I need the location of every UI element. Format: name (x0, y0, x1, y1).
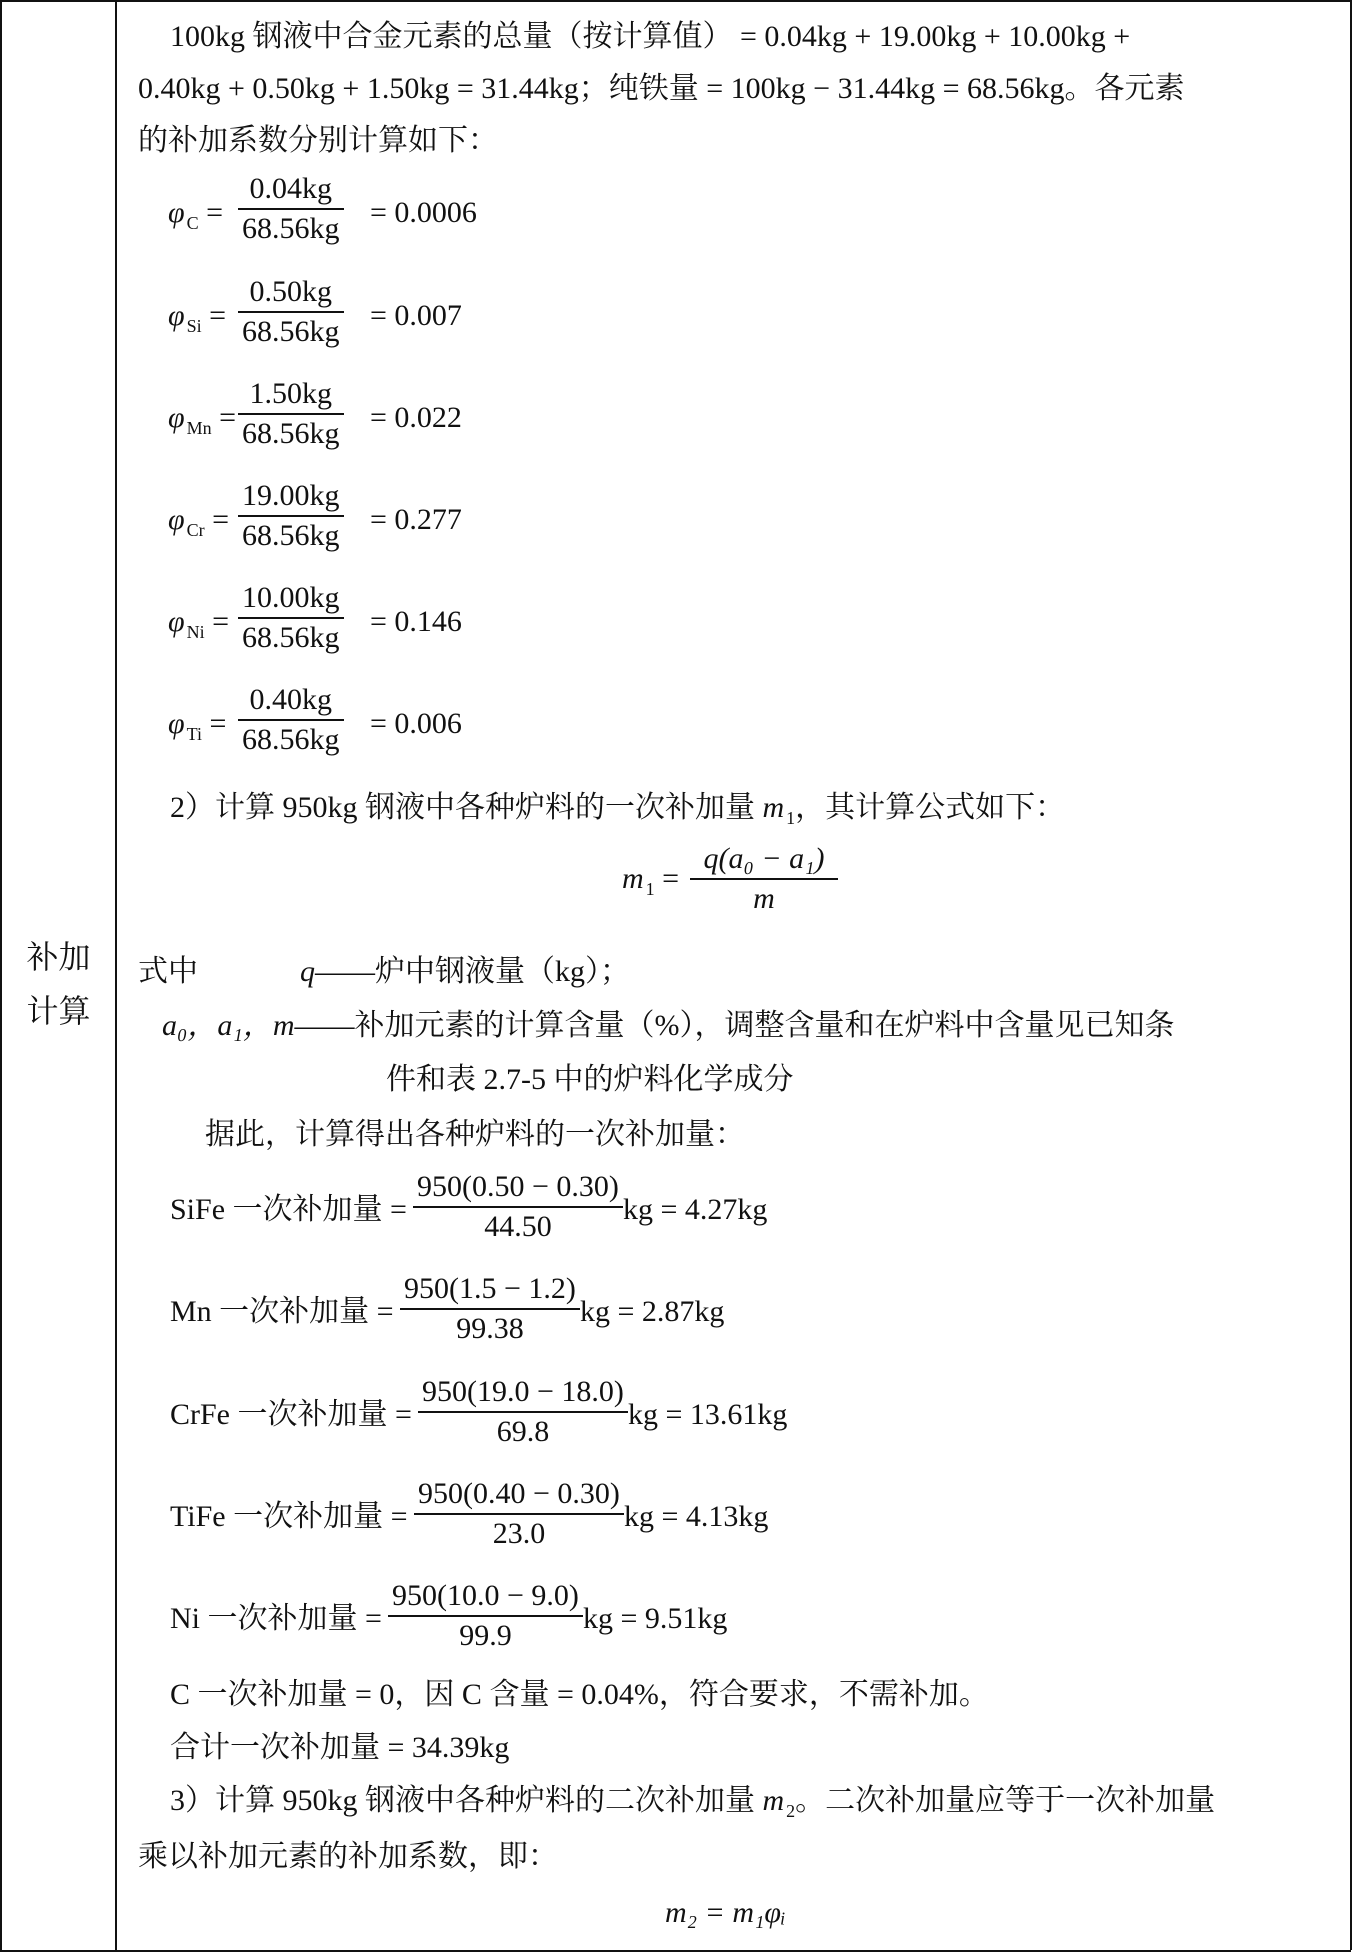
element-subscript: C (186, 213, 199, 233)
coefficient-fraction (238, 681, 344, 759)
formula-lhs-var: m (622, 862, 644, 895)
where-q-desc: ——炉中钢液量（kg）； (315, 955, 630, 988)
section-label-line-2: 计算 (26, 993, 91, 1029)
formula-m1-numerator: q(a₀ − a₁) (703, 842, 825, 875)
element-subscript: Ni (186, 622, 205, 642)
coefficient-denominator: 68.56kg (238, 208, 344, 248)
addition-numerator: 950(0.50 − 0.30) (417, 1170, 619, 1203)
addition-result: kg = 4.27kg (623, 1193, 768, 1226)
step2-text-b: ，其计算公式如下： (795, 791, 1066, 824)
step3-text-a: 3）计算 950kg 钢液中各种炉料的二次补加量 (170, 1784, 763, 1817)
coefficient-lhs: φ $_{Si}$ = (168, 299, 227, 336)
step2-text (170, 789, 1065, 830)
coefficient-numerator: 19.00kg (242, 479, 340, 512)
formula-m1-fraction (690, 840, 838, 918)
coefficient-result: = 0.007 (370, 299, 462, 332)
addition-fraction (414, 1475, 624, 1553)
coefficient-denominator: 68.56kg (238, 515, 344, 555)
step3-var-sub: 2 (786, 1801, 796, 1821)
addition-numerator: 950(1.5 − 1.2) (404, 1272, 576, 1305)
step2-var-sub: 1 (786, 808, 796, 828)
step2-text-a: 2）计算 950kg 钢液中各种炉料的一次补加量 (170, 791, 763, 824)
coefficient-fraction (238, 477, 344, 555)
where-label: 式中 (138, 955, 198, 988)
addition-numerator: 950(19.0 − 18.0) (422, 1375, 624, 1408)
accordingly-text: 据此，计算得出各种炉料的一次补加量： (205, 1118, 745, 1151)
addition-result: kg = 2.87kg (580, 1295, 725, 1328)
coefficient-lhs: φ $_{Cr}$ = (168, 503, 230, 540)
coefficient-numerator: 0.04kg (249, 172, 332, 205)
coefficient-fraction (238, 273, 344, 351)
addition-label: SiFe 一次补加量 = (170, 1193, 407, 1226)
coefficient-numerator: 1.50kg (249, 377, 332, 410)
coefficient-lhs: φ $_{Ti}$ = (168, 707, 227, 744)
intro-line-3: 的补加系数分别计算如下： (138, 124, 498, 157)
formula-m1-denominator: m (690, 878, 838, 918)
addition-denominator: 99.38 (400, 1308, 580, 1348)
total-line: 合计一次补加量 = 34.39kg (170, 1731, 510, 1764)
addition-fraction (418, 1373, 628, 1451)
coefficient-result: = 0.277 (370, 503, 462, 536)
section-label (0, 930, 117, 1038)
coefficient-lhs: φ $_{Ni}$ = (168, 605, 230, 642)
where-q-var: q (300, 955, 315, 988)
coefficient-denominator: 68.56kg (238, 413, 344, 453)
where-a-desc-2: 件和表 2.7-5 中的炉料化学成分 (386, 1063, 794, 1096)
coefficient-fraction (238, 579, 344, 657)
formula-m1-lhs: m $_1$ = (622, 862, 680, 899)
coefficient-result: = 0.022 (370, 401, 462, 434)
coefficient-result: = 0.0006 (370, 196, 477, 229)
addition-denominator: 23.0 (414, 1513, 624, 1553)
addition-fraction (413, 1168, 623, 1246)
section-label-line-1: 补加 (26, 939, 91, 975)
coefficient-denominator: 68.56kg (238, 617, 344, 657)
c-note: C 一次补加量 = 0，因 C 含量 = 0.04%，符合要求，不需补加。 (170, 1678, 989, 1711)
element-subscript: Cr (186, 520, 205, 540)
step3-text-b: 。二次补加量应等于一次补加量 (795, 1784, 1216, 1817)
coefficient-lhs: φ $_C$ = (168, 196, 224, 233)
step3-line-2: 乘以补加元素的补加系数，即： (138, 1840, 558, 1873)
phi-symbol: φ (168, 503, 185, 536)
addition-denominator: 69.8 (418, 1411, 628, 1451)
intro-line-1: 100kg 钢液中合金元素的总量（按计算值） = 0.04kg + 19.00kg + 10.00kg + (170, 20, 1131, 53)
formula-lhs-sub: 1 (645, 879, 655, 899)
phi-symbol: φ (168, 299, 185, 332)
addition-result: kg = 13.61kg (628, 1398, 788, 1431)
where-a (162, 1007, 1175, 1045)
coefficient-result: = 0.006 (370, 707, 462, 740)
phi-symbol: φ (168, 605, 185, 638)
where-a-vars: a₀，a₁，m (162, 1009, 295, 1042)
addition-numerator: 950(0.40 − 0.30) (418, 1477, 620, 1510)
step2-var: m (762, 791, 785, 824)
element-subscript: Ti (186, 724, 202, 744)
coefficient-lhs: φ $_{Mn}$ = (168, 401, 237, 438)
coefficient-fraction (238, 170, 344, 248)
coefficient-result: = 0.146 (370, 605, 462, 638)
element-subscript: Mn (186, 418, 212, 438)
coefficient-fraction (238, 375, 344, 453)
element-subscript: Si (186, 316, 202, 336)
intro-line-2: 0.40kg + 0.50kg + 1.50kg = 31.44kg；纯铁量 = 100kg − 31.44kg = 68.56kg。各元素 (138, 72, 1185, 105)
addition-label: Ni 一次补加量 = (170, 1602, 382, 1635)
addition-result: kg = 9.51kg (583, 1602, 728, 1635)
addition-denominator: 44.50 (413, 1206, 623, 1246)
phi-symbol: φ (168, 196, 185, 229)
phi-symbol: φ (168, 401, 185, 434)
addition-label: TiFe 一次补加量 = (170, 1500, 408, 1533)
phi-symbol: φ (168, 707, 185, 740)
coefficient-denominator: 68.56kg (238, 719, 344, 759)
formula-m2: m₂ = m₁φᵢ (665, 1896, 786, 1929)
addition-numerator: 950(10.0 − 9.0) (392, 1579, 579, 1612)
step3-var: m (762, 1784, 785, 1817)
table-right-border (1350, 0, 1352, 1950)
where-q (300, 953, 630, 991)
coefficient-numerator: 10.00kg (242, 581, 340, 614)
coefficient-denominator: 68.56kg (238, 311, 344, 351)
addition-fraction (388, 1577, 583, 1655)
coefficient-numerator: 0.40kg (249, 683, 332, 716)
addition-result: kg = 4.13kg (624, 1500, 769, 1533)
step3-line-1 (170, 1782, 1215, 1823)
addition-fraction (400, 1270, 580, 1348)
addition-denominator: 99.9 (388, 1615, 583, 1655)
addition-label: Mn 一次补加量 = (170, 1295, 394, 1328)
coefficient-numerator: 0.50kg (249, 275, 332, 308)
addition-label: CrFe 一次补加量 = (170, 1398, 412, 1431)
where-a-desc: ——补加元素的计算含量（%），调整含量和在炉料中含量见已知条 (294, 1009, 1175, 1042)
